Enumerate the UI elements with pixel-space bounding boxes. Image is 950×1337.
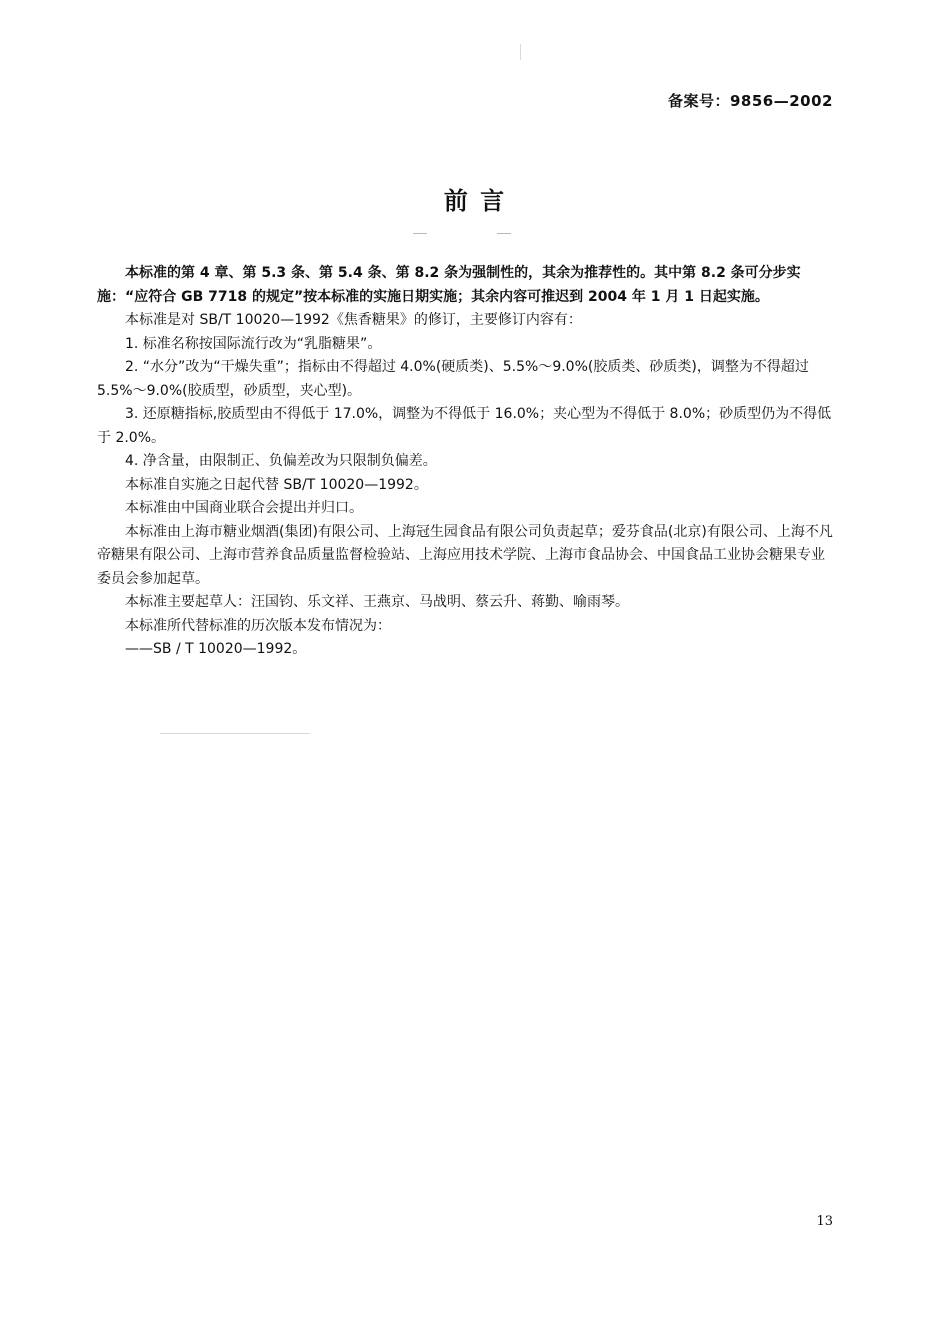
- paragraph-mandatory-clauses: 本标准的第 4 章、第 5.3 条、第 5.4 条、第 8.2 条为强制性的，其余为推荐性的。其中第 8.2 条可分步实施：“应符合 GB 7718 的规定”按本标准的实施日期实施；其余内容可推迟到 2004 年 1 月 1 日起实施。: [97, 265, 801, 305]
- page-title: 前 言: [443, 187, 507, 215]
- paragraph-revision-item-2: 2. “水分”改为“干燥失重”；指标由不得超过 4.0%(硬质类)、5.5%～9.0%(胶质类、砂质类)，调整为不得超过 5.5%～9.0%(胶质型，砂质型，夹心型)。: [97, 359, 809, 399]
- paragraph-drafting-units: 本标准由上海市糖业烟酒(集团)有限公司、上海冠生园食品有限公司负责起草；爱芬食品(北京)有限公司、上海不凡帝糖果有限公司、上海市营养食品质量监督检验站、上海应用技术学院、上海市食品协会、中国食品工业协会糖果专业委员会参加起草。: [97, 523, 833, 587]
- paragraph-replacement: 本标准自实施之日起代替 SB/T 10020—1992。: [125, 476, 428, 493]
- paragraph-proposer: 本标准由中国商业联合会提出并归口。: [125, 500, 363, 516]
- paragraph-history-item: ——SB / T 10020—1992。: [125, 641, 307, 657]
- paragraph-history-intro: 本标准所代替标准的历次版本发布情况为：: [125, 617, 391, 634]
- paragraph-revision-item-3: 3. 还原糖指标,胶质型由不得低于 17.0%，调整为不得低于 16.0%；夹心型为不得低于 8.0%；砂质型仍为不得低于 2.0%。: [97, 406, 832, 446]
- title-underline-left: [413, 233, 427, 234]
- paragraph-drafters: 本标准主要起草人：汪国钧、乐文祥、王燕京、马战明、蔡云升、蒋勤、喻雨琴。: [125, 594, 629, 610]
- page-number: 13: [816, 1214, 833, 1229]
- record-number: 备案号：9856—2002: [668, 92, 833, 110]
- title-underline-right: [497, 233, 511, 234]
- foreword-body: [97, 262, 837, 662]
- paragraph-revision-item-4: 4. 净含量，由限制正、负偏差改为只限制负偏差。: [125, 453, 437, 469]
- scan-artifact-line: [160, 733, 310, 734]
- paragraph-revision-item-1: 1. 标准名称按国际流行改为“乳脂糖果”。: [125, 335, 382, 352]
- scan-artifact-mark: [520, 44, 521, 60]
- paragraph-revision-intro: 本标准是对 SB/T 10020—1992《焦香糖果》的修订，主要修订内容有：: [125, 312, 582, 328]
